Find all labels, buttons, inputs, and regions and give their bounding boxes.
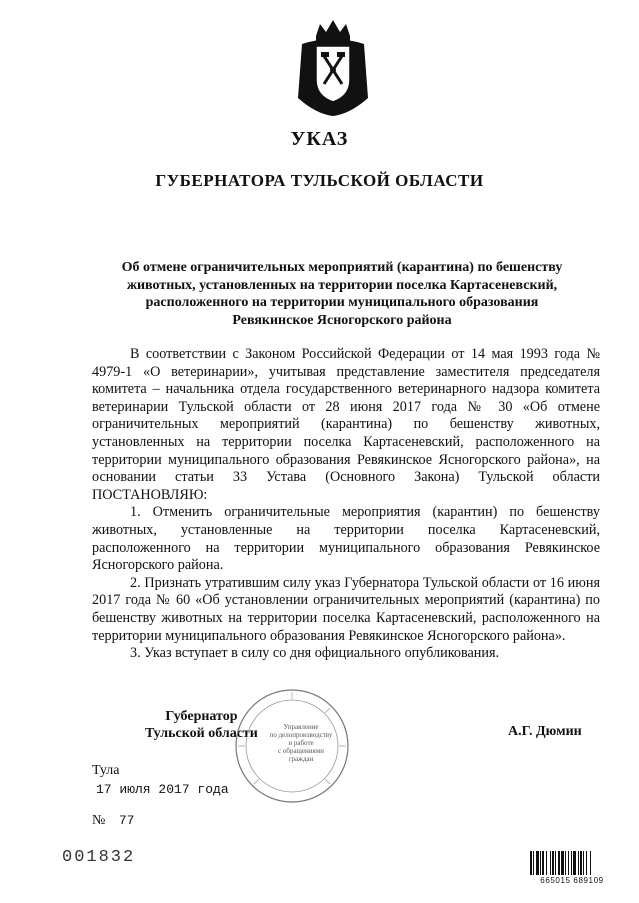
- body-paragraph-item-2: 2. Признать утратившим силу указ Губернатора Тульской области от 16 июня 2017 года № 60 «Об установлении ограничительных мероприятий (карантина) по бешенству животных на территории поселка Картасеневский, расположенного на территории муниципального образования Ревякинское Ясногорского района».: [92, 574, 600, 644]
- barcode-bar: [533, 851, 534, 875]
- coat-of-arms-emblem: [294, 14, 372, 120]
- subject-line: Об отмене ограничительных мероприятий (карантина) по бешенству: [121, 260, 563, 275]
- barcode: [530, 851, 614, 885]
- barcode-bar: [540, 851, 541, 875]
- subject-line: Ревякинское Ясногорского района: [232, 312, 452, 328]
- signatory-name: А.Г. Дюмин: [508, 724, 582, 739]
- stamp-line: граждан: [288, 755, 314, 763]
- subject-line: животных, установленных на территории поселка Картасеневский,: [126, 277, 558, 293]
- body-paragraph-item-1: 1. Отменить ограничительные мероприятия (карантин) по бешенству животных, установленные на территории поселка Картасеневский, расположенного на территории муниципального образования Ревякинское Ясногорского района.: [92, 504, 600, 574]
- issuer-title: ГУБЕРНАТОРА ТУЛЬСКОЙ ОБЛАСТИ: [155, 171, 484, 190]
- document-number-value: 77: [118, 813, 135, 828]
- barcode-bar: [561, 851, 564, 875]
- barcode-bar: [568, 851, 569, 875]
- signatory-position-line: Тульской области: [145, 726, 258, 741]
- barcode-bar: [530, 851, 532, 875]
- barcode-bars: [530, 851, 614, 875]
- issue-city: Тула: [92, 763, 120, 778]
- document-number-label: №: [92, 813, 106, 828]
- barcode-bar: [586, 851, 587, 875]
- body-paragraph-item-3: 3. Указ вступает в силу со дня официального опубликования.: [130, 645, 500, 662]
- barcode-bar: [536, 851, 539, 875]
- stamp-line: с обращениями: [278, 747, 324, 755]
- barcode-bar: [552, 851, 554, 875]
- stamp-line: по делопроизводству: [269, 731, 333, 739]
- barcode-bar: [546, 851, 547, 875]
- stamp-inscription: [266, 723, 336, 763]
- barcode-bar: [573, 851, 576, 875]
- issue-date: 17 июля 2017 года: [96, 782, 229, 797]
- barcode-bar: [590, 851, 591, 875]
- signatory-position-line: Губернатор: [165, 709, 238, 724]
- subject-line: расположенного на территории муниципального образования: [145, 295, 539, 310]
- registration-serial: 001832: [62, 848, 136, 867]
- document-type-title: УКАЗ: [290, 128, 349, 150]
- barcode-bar: [550, 851, 551, 875]
- barcode-bar: [580, 851, 582, 875]
- barcode-bar: [583, 851, 584, 875]
- barcode-bar: [571, 851, 572, 875]
- stamp-line: Управление: [283, 723, 319, 731]
- barcode-bar: [555, 851, 556, 875]
- document-number: [92, 813, 134, 829]
- barcode-bar: [578, 851, 579, 875]
- body-paragraph-preamble: В соответствии с Законом Российской Федерации от 14 мая 1993 года № 4979-1 «О ветеринарии», учитывая представление заместителя председателя комитета – начальника отдела государственного ветеринарного надзора комитета ветеринарии Тульской области от 28 июня 2017 года № 30 «Об отмене ограничительных мероприятий (карантина) по бешенству животных, установленных на территории поселка Картасеневский, расположенного на территории муниципального образования Ревякинское Ясногорского района», на основании статьи 33 Устава (Основного Закона) Тульской области ПОСТАНОВЛЯЮ:: [92, 346, 600, 503]
- document-body: [92, 346, 600, 663]
- document-subject: [92, 259, 592, 329]
- barcode-number: 665015 689109: [540, 876, 604, 885]
- barcode-bar: [558, 851, 560, 875]
- stamp-line: и работе: [288, 739, 314, 747]
- barcode-bar: [542, 851, 544, 875]
- barcode-bar: [565, 851, 566, 875]
